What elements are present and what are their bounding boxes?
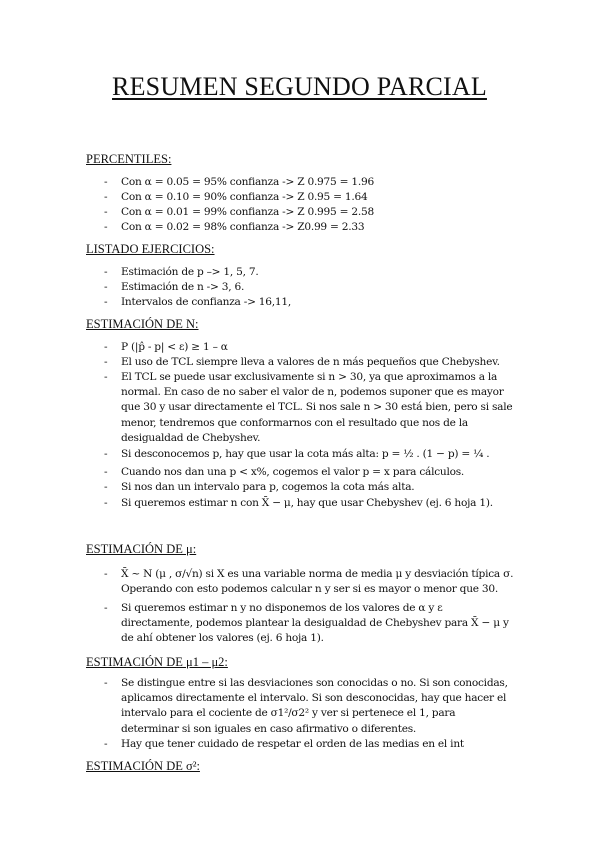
bullet-dash: - (104, 371, 108, 383)
list-item-text: X̄ ~ N (μ , σ/√n) si X es una variable norma de media μ y desviación típica σ. Operando con esto podemos calcular n y ser si es mayor o menor que 30. (121, 568, 514, 596)
heading-listado-ejercicios: LISTADO EJERCICIOS: (86, 242, 215, 256)
bullet-dash: - (104, 266, 108, 278)
list-item (104, 370, 514, 446)
heading-estimacion-n: ESTIMACIÓN DE N: (86, 317, 199, 331)
list-item (104, 496, 514, 511)
list-item (104, 205, 514, 220)
list-item (104, 676, 514, 737)
bullet-dash: - (104, 497, 108, 509)
list-item (104, 567, 514, 597)
bullet-dash: - (104, 281, 108, 293)
heading-estimacion-mu: ESTIMACIÓN DE μ: (86, 542, 197, 556)
bullet-dash: - (104, 221, 108, 233)
bullet-dash: - (104, 466, 108, 478)
list-item-text: Con α = 0.05 = 95% confianza -> Z 0.975 = 1.96 (121, 176, 374, 188)
list-item (104, 220, 514, 235)
list-item-text: Con α = 0.01 = 99% confianza -> Z 0.995 = 2.58 (121, 206, 374, 218)
list-item-text: El TCL se puede usar exclusivamente si n > 30, ya que aproximamos a la normal. En caso de no saber el valor de n, podemos suponer que es mayor que 30 y usar directamente el TCL. Si nos sale n > 30 está bien, pero si sale menor, tendremos que conformarnos con el resultado que nos de la desigualdad de Chebyshev. (121, 371, 513, 444)
heading-percentiles: PERCENTILES: (86, 152, 172, 166)
bullet-dash: - (104, 677, 108, 689)
bullet-dash: - (104, 738, 108, 750)
list-item-text: Con α = 0.02 = 98% confianza -> Z0.99 = 2.33 (121, 221, 365, 233)
list-item (104, 465, 514, 480)
bullet-dash: - (104, 602, 108, 614)
list-item (104, 355, 514, 370)
list-item-text: Si desconocemos p, hay que usar la cota más alta: p = ½ . (1 − p) = ¼ . (121, 448, 490, 460)
list-item-text: Si queremos estimar n con X̄ − μ, hay que usar Chebyshev (ej. 6 hoja 1). (121, 497, 493, 509)
list-item (104, 265, 514, 280)
heading-estimacion-mu1-mu2: ESTIMACIÓN DE μ1 – μ2: (86, 655, 228, 669)
list-item-text: Estimación de p –> 1, 5, 7. (121, 266, 259, 278)
list-item-text: P (|p̂ - p| < ε) ≥ 1 – α (121, 341, 228, 353)
document-title: RESUMEN SEGUNDO PARCIAL (112, 72, 487, 101)
list-item (104, 175, 514, 190)
list-item (104, 280, 514, 295)
bullet-dash: - (104, 176, 108, 188)
list-item-text: Si queremos estimar n y no disponemos de los valores de α y ε directamente, podemos plantear la desigualdad de Chebyshev para X̄ − μ y de ahí obtener los valores (ej. 6 hoja 1). (121, 602, 509, 645)
list-item-text: Estimación de n -> 3, 6. (121, 281, 245, 293)
bullet-dash: - (104, 296, 108, 308)
list-item-text: Cuando nos dan una p < x%, cogemos el valor p = x para cálculos. (121, 466, 465, 478)
list-item-text: Se distingue entre si las desviaciones son conocidas o no. Si son conocidas, aplicamos directamente el intervalo. Si son desconocidas, hay que hacer el intervalo para el cociente de σ1²/σ2² y ver si pertenece el 1, para determinar si son iguales en caso afirmativo o diferentes. (121, 677, 508, 735)
bullet-dash: - (104, 448, 108, 460)
bullet-dash: - (104, 356, 108, 368)
heading-estimacion-sigma2: ESTIMACIÓN DE σ²: (86, 759, 200, 773)
list-item (104, 480, 514, 495)
list-item (104, 340, 514, 355)
list-item-text: Intervalos de confianza -> 16,11, (121, 296, 292, 308)
list-item (104, 190, 514, 205)
list-item (104, 601, 514, 647)
list-item-text: Hay que tener cuidado de respetar el orden de las medias en el int (121, 738, 464, 750)
list-item-text: Con α = 0.10 = 90% confianza -> Z 0.95 = 1.64 (121, 191, 368, 203)
bullet-dash: - (104, 481, 108, 493)
bullet-dash: - (104, 568, 108, 580)
list-item (104, 737, 514, 752)
list-item (104, 447, 514, 462)
list-item (104, 295, 514, 310)
list-item-text: El uso de TCL siempre lleva a valores de n más pequeños que Chebyshev. (121, 356, 500, 368)
bullet-dash: - (104, 341, 108, 353)
bullet-dash: - (104, 206, 108, 218)
bullet-dash: - (104, 191, 108, 203)
list-item-text: Si nos dan un intervalo para p, cogemos la cota más alta. (121, 481, 415, 493)
